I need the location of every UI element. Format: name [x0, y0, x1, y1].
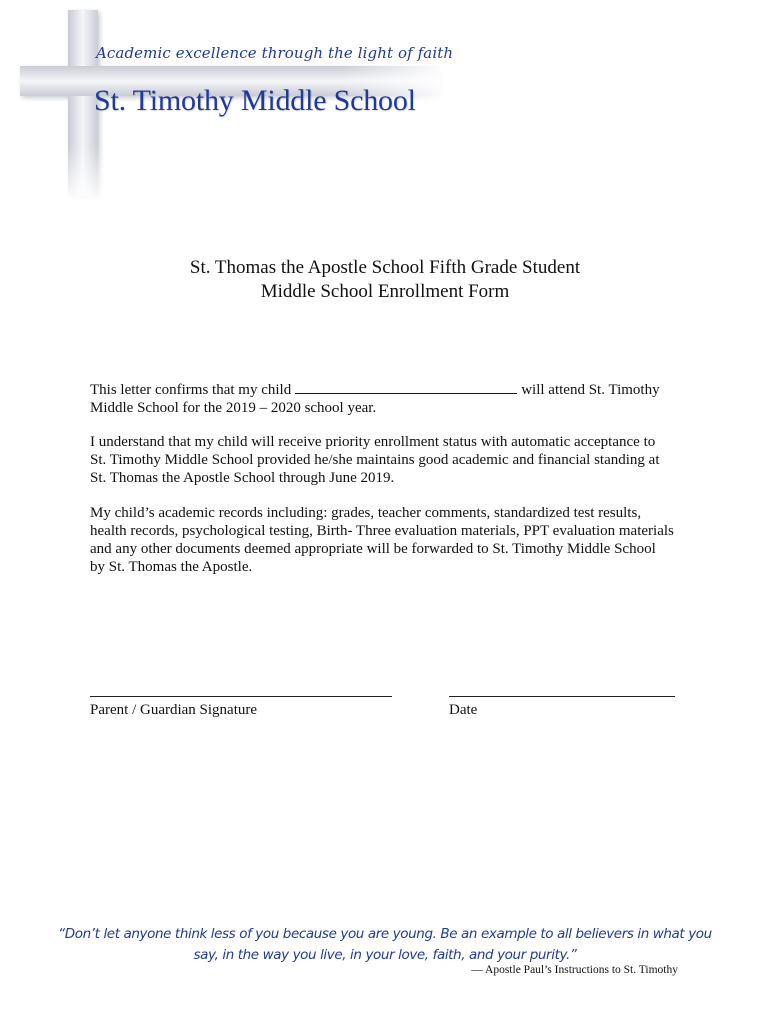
school-name-heading: St. Timothy Middle School: [94, 84, 416, 117]
confirmation-paragraph: [90, 380, 690, 417]
paragraph-line: by St. Thomas the Apostle.: [90, 559, 253, 575]
confirmation-text-after: will attend St. Timothy: [521, 382, 660, 398]
form-title-line-1: St. Thomas the Apostle School Fifth Grade Student: [189, 257, 581, 278]
confirmation-line-2: Middle School for the 2019 – 2020 school year.: [90, 400, 377, 416]
priority-enrollment-paragraph: [90, 433, 690, 487]
date-field[interactable]: [449, 696, 675, 697]
school-motto: Academic excellence through the light of faith: [96, 44, 454, 62]
confirmation-text-before: This letter confirms that my child: [90, 382, 292, 398]
form-title: [0, 256, 770, 304]
paragraph-line: St. Thomas the Apostle School through June 2019.: [90, 470, 395, 486]
paragraph-line: My child’s academic records including: grades, teacher comments, standardized test results,: [90, 505, 642, 521]
footer-quote-line-2: say, in the way you live, in your love, faith, and your purity.”: [193, 947, 577, 963]
paragraph-line: and any other documents deemed appropriate will be forwarded to St. Timothy Middle School: [90, 541, 656, 557]
parent-signature-label: Parent / Guardian Signature: [90, 702, 258, 718]
records-paragraph: [90, 504, 690, 576]
form-title-line-2: Middle School Enrollment Form: [260, 281, 510, 302]
parent-signature-field[interactable]: [90, 696, 392, 697]
child-name-blank-field[interactable]: [295, 380, 517, 394]
paragraph-line: health records, psychological testing, Birth- Three evaluation materials, PPT evaluation materials: [90, 523, 674, 539]
confirmation-line-1: [90, 380, 690, 399]
date-label: Date: [449, 702, 478, 718]
paragraph-line: I understand that my child will receive priority enrollment status with automatic acceptance to: [90, 434, 656, 450]
footer-quote-line-1: “Don’t let anyone think less of you because you are young. Be an example to all believers in what you: [58, 926, 712, 942]
footer-quote: [0, 924, 770, 966]
quote-attribution: — Apostle Paul’s Instructions to St. Timothy: [471, 964, 678, 976]
paragraph-line: St. Timothy Middle School provided he/she maintains good academic and financial standing at: [90, 452, 660, 468]
